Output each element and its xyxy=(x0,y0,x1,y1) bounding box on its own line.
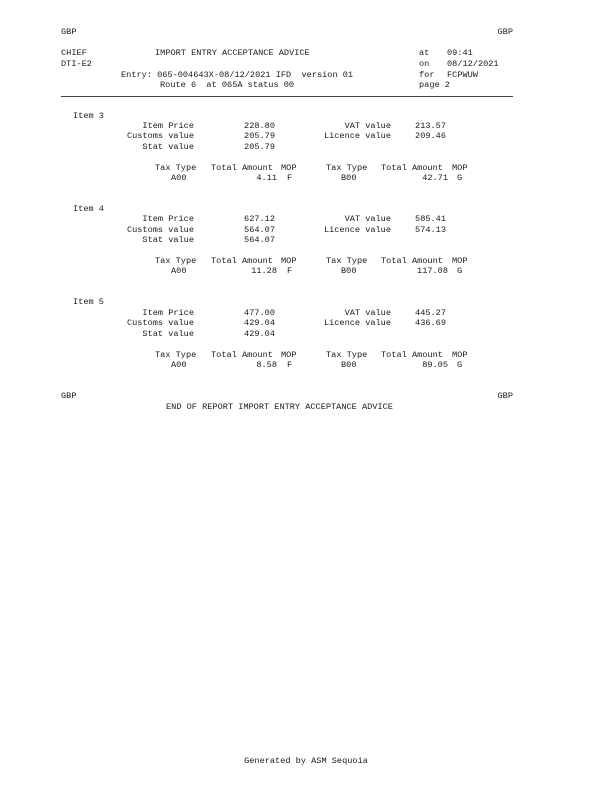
tax-type-code: A00 xyxy=(171,360,187,370)
vat-value-label: VAT value xyxy=(344,308,391,318)
tax-mop: F xyxy=(287,173,293,183)
tax-type-code: B00 xyxy=(341,266,357,276)
licence-value-label: Licence value xyxy=(323,318,391,328)
stat-value-label: Stat value xyxy=(142,142,194,152)
user-id: FCPWUW xyxy=(447,70,478,80)
tax-amount: 42.71 xyxy=(422,173,448,183)
licence-value-label: Licence value xyxy=(323,225,391,235)
footer-currency-left: GBP xyxy=(61,391,77,401)
terminal-id: DTI-E2 xyxy=(61,59,92,69)
vat-value: 445.27 xyxy=(415,308,446,318)
top-currency-right: GBP xyxy=(497,27,513,37)
total-amount-header: Total Amount xyxy=(381,256,443,266)
tax-type-header: Tax Type xyxy=(155,256,197,266)
total-amount-header: Total Amount xyxy=(381,163,443,173)
report-title: IMPORT ENTRY ACCEPTANCE ADVICE xyxy=(155,48,310,58)
top-currency-left: GBP xyxy=(61,27,77,37)
total-amount-header: Total Amount xyxy=(211,256,273,266)
vat-value: 585.41 xyxy=(415,214,446,224)
tax-type-code: B00 xyxy=(341,173,357,183)
licence-value: 209.46 xyxy=(415,131,446,141)
item-price-label: Item Price xyxy=(142,308,194,318)
vat-value: 213.57 xyxy=(415,121,446,131)
customs-value: 205.79 xyxy=(244,131,275,141)
tax-amount: 11.28 xyxy=(251,266,277,276)
mop-header: MOP xyxy=(452,350,468,360)
item-price-value: 627.12 xyxy=(244,214,275,224)
stat-value: 429.04 xyxy=(244,329,275,339)
licence-value: 574.13 xyxy=(415,225,446,235)
tax-type-header: Tax Type xyxy=(155,350,197,360)
tax-amount: 8.58 xyxy=(256,360,277,370)
tax-mop: G xyxy=(457,266,463,276)
vat-value-label: VAT value xyxy=(344,121,391,131)
tax-mop: F xyxy=(287,360,293,370)
stat-value: 564.07 xyxy=(244,235,275,245)
tax-type-code: A00 xyxy=(171,266,187,276)
tax-type-code: A00 xyxy=(171,173,187,183)
route-line: Route 6 at 065A status 00 xyxy=(160,80,295,90)
stat-value-label: Stat value xyxy=(142,329,194,339)
mop-header: MOP xyxy=(452,256,468,266)
item-price-label: Item Price xyxy=(142,214,194,224)
customs-value-label: Customs value xyxy=(126,318,194,328)
mop-header: MOP xyxy=(281,163,297,173)
item-price-value: 228.80 xyxy=(244,121,275,131)
mop-header: MOP xyxy=(281,350,297,360)
report-date: 08/12/2021 xyxy=(447,59,499,69)
customs-value: 429.04 xyxy=(244,318,275,328)
customs-value-label: Customs value xyxy=(126,225,194,235)
stat-value-label: Stat value xyxy=(142,235,194,245)
total-amount-header: Total Amount xyxy=(211,350,273,360)
licence-value: 436.69 xyxy=(415,318,446,328)
for-label: for xyxy=(419,70,435,80)
entry-line: Entry: 065-004643X-08/12/2021 IFD version 01 xyxy=(121,70,354,80)
mop-header: MOP xyxy=(281,256,297,266)
item-price-label: Item Price xyxy=(142,121,194,131)
vat-value-label: VAT value xyxy=(344,214,391,224)
tax-type-code: B00 xyxy=(341,360,357,370)
system-name: CHIEF xyxy=(61,48,87,58)
page-number: page 2 xyxy=(419,80,450,90)
tax-mop: G xyxy=(457,360,463,370)
tax-mop: F xyxy=(287,266,293,276)
tax-type-header: Tax Type xyxy=(326,256,368,266)
report-time: 09:41 xyxy=(447,48,473,58)
item-title: Item 4 xyxy=(73,204,104,214)
customs-value-label: Customs value xyxy=(126,131,194,141)
tax-amount: 4.11 xyxy=(256,173,277,183)
at-label: at xyxy=(419,48,430,58)
item-title: Item 5 xyxy=(73,297,104,307)
tax-mop: G xyxy=(457,173,463,183)
generated-by: Generated by ASM Sequoia xyxy=(244,756,368,766)
tax-type-header: Tax Type xyxy=(155,163,197,173)
customs-value: 564.07 xyxy=(244,225,275,235)
mop-header: MOP xyxy=(452,163,468,173)
footer-currency-right: GBP xyxy=(497,391,513,401)
item-title: Item 3 xyxy=(73,111,104,121)
total-amount-header: Total Amount xyxy=(381,350,443,360)
total-amount-header: Total Amount xyxy=(211,163,273,173)
on-label: on xyxy=(419,59,430,69)
tax-type-header: Tax Type xyxy=(326,350,368,360)
tax-type-header: Tax Type xyxy=(326,163,368,173)
licence-value-label: Licence value xyxy=(323,131,391,141)
tax-amount: 89.05 xyxy=(422,360,448,370)
stat-value: 205.79 xyxy=(244,142,275,152)
end-of-report: END OF REPORT IMPORT ENTRY ACCEPTANCE ADVICE xyxy=(166,402,393,412)
tax-amount: 117.08 xyxy=(417,266,448,276)
item-price-value: 477.00 xyxy=(244,308,275,318)
header-divider xyxy=(61,96,513,97)
